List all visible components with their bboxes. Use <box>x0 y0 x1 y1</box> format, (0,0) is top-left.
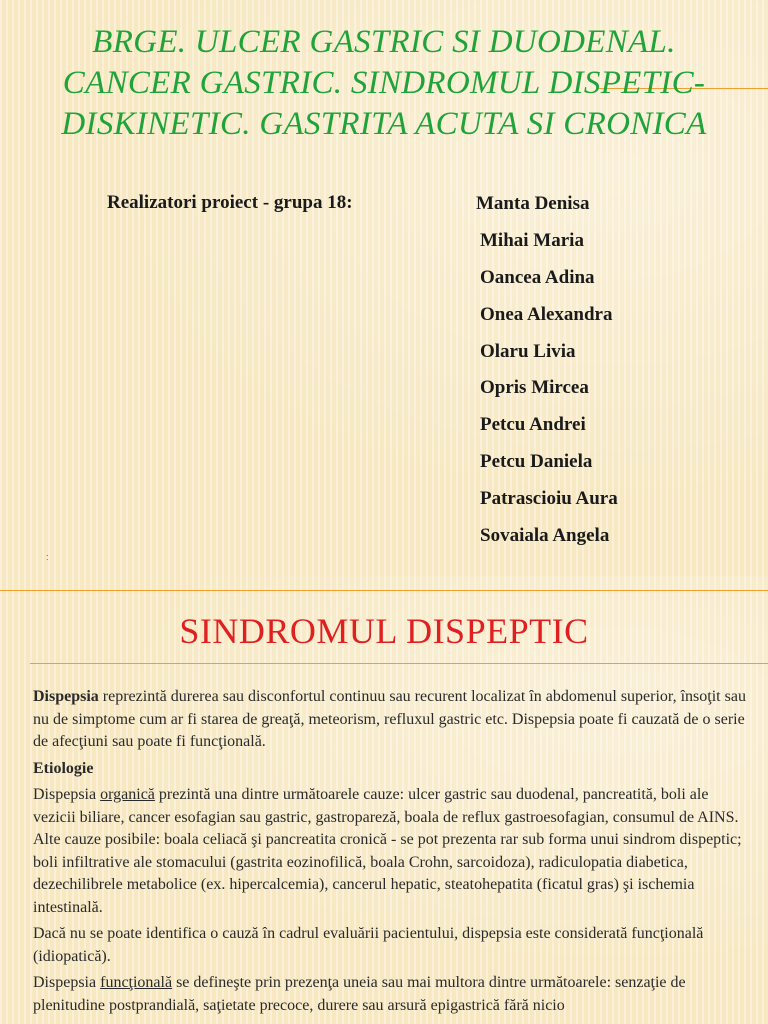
authors-label: Realizatori proiect - grupa 18: <box>107 192 353 213</box>
title-line: BRGE. ULCER GASTRIC SI DUODENAL. <box>92 24 676 60</box>
member-name: Manta Denisa <box>476 193 590 214</box>
member-list <box>476 186 618 555</box>
term-organica: organică <box>100 786 155 803</box>
slide-body <box>33 686 751 1021</box>
accent-line <box>30 663 768 664</box>
footer-mark: : <box>46 552 49 562</box>
member-name: Opris Mircea <box>480 377 589 399</box>
definition-text: reprezintă durerea sau disconfortul continuu sau recurent localizat în abdomenul superior, însoţit sau nu de simptome cum ar fi starea de greaţă, meteorism, refluxul gastric etc. Dispepsia poate fi cauzată de o serie de afecţiuni sau poate fi funcţională. <box>33 688 746 750</box>
member-name: Olaru Livia <box>480 340 576 362</box>
term-functionala: funcţională <box>100 974 173 991</box>
member-name: Sovaiala Angela <box>480 525 610 547</box>
paragraph-organica <box>33 784 751 919</box>
text-span: Dispepsia <box>33 786 101 803</box>
member-name: Patrascioiu Aura <box>480 488 618 510</box>
member-name: Oancea Adina <box>480 266 595 288</box>
paragraph-definition <box>33 686 751 754</box>
member-name: Onea Alexandra <box>480 303 613 325</box>
slide-heading: SINDROMUL DISPEPTIC <box>179 611 589 651</box>
title-line: DISKINETIC. GASTRITA ACUTA SI CRONICA <box>61 106 707 142</box>
presentation-title <box>20 22 748 145</box>
paragraph-functionala <box>33 972 751 1017</box>
text-span: Dispepsia <box>33 974 101 991</box>
member-name: Mihai Maria <box>480 229 584 251</box>
member-name: Petcu Andrei <box>480 414 586 436</box>
accent-line <box>0 590 768 591</box>
title-line: CANCER GASTRIC. SINDROMUL DISPETIC- <box>62 65 706 101</box>
term-dispepsia: Dispepsia <box>33 688 99 705</box>
heading-etiologie: Etiologie <box>33 759 94 777</box>
section-heading <box>33 758 751 781</box>
text-span: se defineşte prin prezenţa uneia sau mai multora dintre următoarele: senzaţie de plenitudine postprandială, saţietate precoce, durere sau arsură epigastrică fără nicio <box>33 974 686 1014</box>
member-name: Petcu Daniela <box>480 451 593 473</box>
slide-dispeptic <box>0 576 768 1024</box>
paragraph-idiopatica: Dacă nu se poate identifica o cauză în cadrul evaluării pacientului, dispepsia este considerată funcţională (idiopatică). <box>33 925 704 965</box>
text-span: prezintă una dintre următoarele cauze: ulcer gastric sau duodenal, pancreatită, boli ale vezicii biliare, cancer esofagian sau gastric, gastropareză, boala de reflux gastroesofagian, consumul de AINS. Alte cauze posibile: boala celiacă şi pancreatita cronică - se pot prezenta rar sub forma unui sindrom dispeptic; boli infiltrative ale stomacului (gastrita eozinofilică, boala Crohn, sarcoidoza), radiculopatia diabetica, dezechilibrele metabolice (ex. hipercalcemia), cancerul hepatic, steatohepatita (ficatul gras) şi ischemia intestinală. <box>33 786 742 916</box>
